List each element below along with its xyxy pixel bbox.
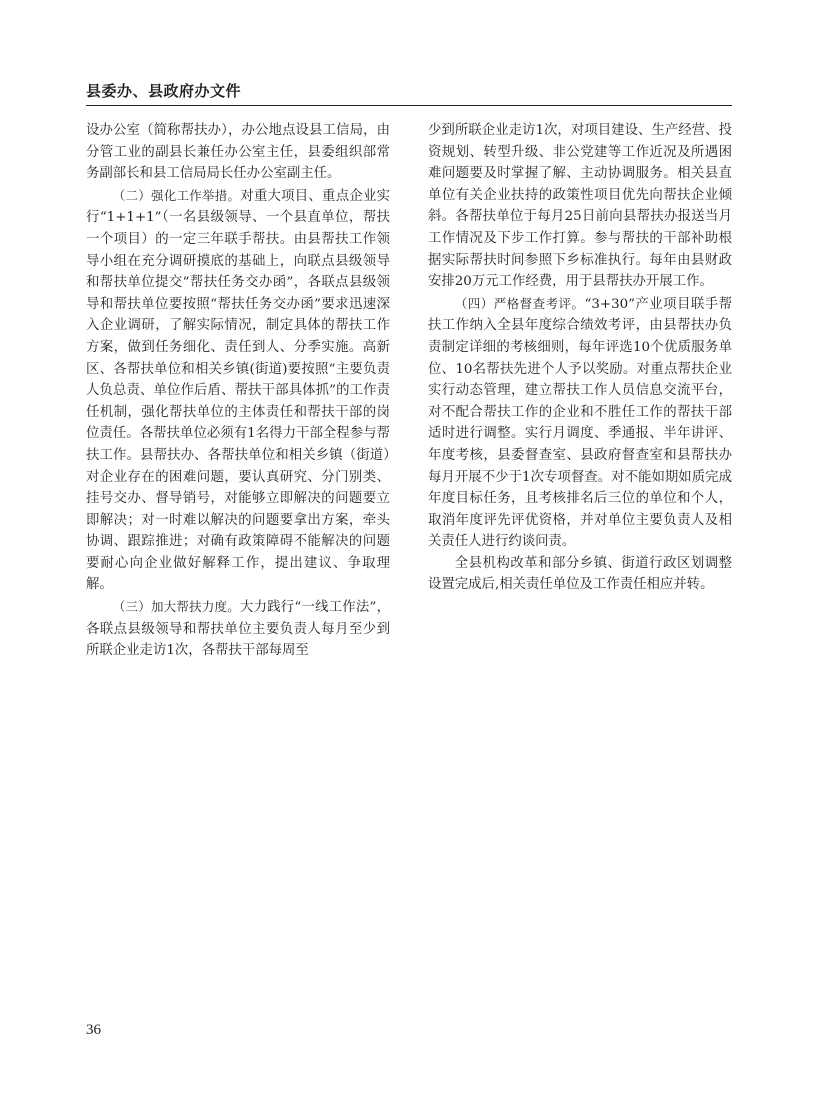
section-heading-4: （四）严格督查考评。 bbox=[454, 295, 585, 311]
section-body-4: “3+30”产业项目联手帮扶工作纳入全县年度综合绩效考评，由县帮扶办负责制定详细的考核细则，每年评选10个优质服务单位、10名帮扶先进个人予以奖励。对重点帮扶企业实行动态管理，建立帮扶工作人员信息交流平台，对不配合帮扶工作的企业和不胜任工作的帮扶干部适时进行调整。实行月调度、季通报、半年讲评、年度考核，县委督查室、县政府督查室和县帮扶办每月开展不少于1次专项督查。对不能如期如质完成年度目标任务，且考核排名后三位的单位和个人，取消年度评先评优资格，并对单位主要负责人及相关责任人进行约谈问责。 bbox=[428, 296, 732, 550]
page-number: 36 bbox=[86, 1022, 101, 1038]
right-paragraph-2 bbox=[428, 293, 732, 553]
section-heading-2: （二）强化工作举措。 bbox=[112, 187, 241, 203]
header-divider bbox=[86, 105, 732, 106]
running-header-title: 县委办、县政府办文件 bbox=[86, 82, 242, 100]
section-body-3: 大力践行“一线工作法”，各联点县级领导和帮扶单位主要负责人每月至少到所联企业走访1次，各帮扶干部每周至 bbox=[86, 600, 390, 659]
left-paragraph-3 bbox=[86, 596, 390, 662]
left-paragraph-2 bbox=[86, 185, 390, 596]
left-paragraph-1: 设办公室（简称帮扶办），办公地点设县工信局，由分管工业的副县长兼任办公室主任，县委组织部常务副部长和县工信局局长任办公室副主任。 bbox=[86, 123, 390, 182]
right-paragraph-1: 少到所联企业走访1次，对项目建设、生产经营、投资规划、转型升级、非公党建等工作近况及所遇困难问题要及时掌握了解、主动协调服务。相关县直单位有关企业扶持的政策性项目优先向帮扶企业倾斜。各帮扶单位于每月25日前向县帮扶办报送当月工作情况及下步工作打算。参与帮扶的干部补助根据实际帮扶时间参照下乡标准执行。每年由县财政安排20万元工作经费，用于县帮扶办开展工作。 bbox=[428, 123, 732, 290]
right-paragraph-3: 全县机构改革和部分乡镇、街道行政区划调整设置完成后,相关责任单位及工作责任相应并转。 bbox=[428, 555, 732, 593]
left-column bbox=[86, 120, 390, 662]
section-heading-3: （三）加大帮扶力度。 bbox=[112, 599, 240, 615]
section-body-2: 对重大项目、重点企业实行“1+1+1”（一名县级领导、一个县直单位，帮扶一个项目）的一定三年联手帮扶。由县帮扶工作领导小组在充分调研摸底的基础上，向联点县级领导和帮扶单位提交“帮扶任务交办函”，各联点县级领导和帮扶单位要按照“帮扶任务交办函”要求迅速深入企业调研，了解实际情况，制定具体的帮扶工作方案，做到任务细化、责任到人、分季实施。高新区、各帮扶单位和相关乡镇(街道)要按照“主要负责人负总责、单位作后盾、帮扶干部具体抓”的工作责任机制，强化帮扶单位的主体责任和帮扶干部的岗位责任。各帮扶单位必须有1名得力干部全程参与帮扶工作。县帮扶办、各帮扶单位和相关乡镇（街道）对企业存在的困难问题，要认真研究、分门别类、挂号交办、督导销号，对能够立即解决的问题要立即解决；对一时难以解决的问题要拿出方案，牵头协调、跟踪推进；对确有政策障碍不能解决的问题要耐心向企业做好解释工作，提出建议、争取理解。 bbox=[86, 188, 390, 593]
right-column bbox=[428, 120, 732, 596]
